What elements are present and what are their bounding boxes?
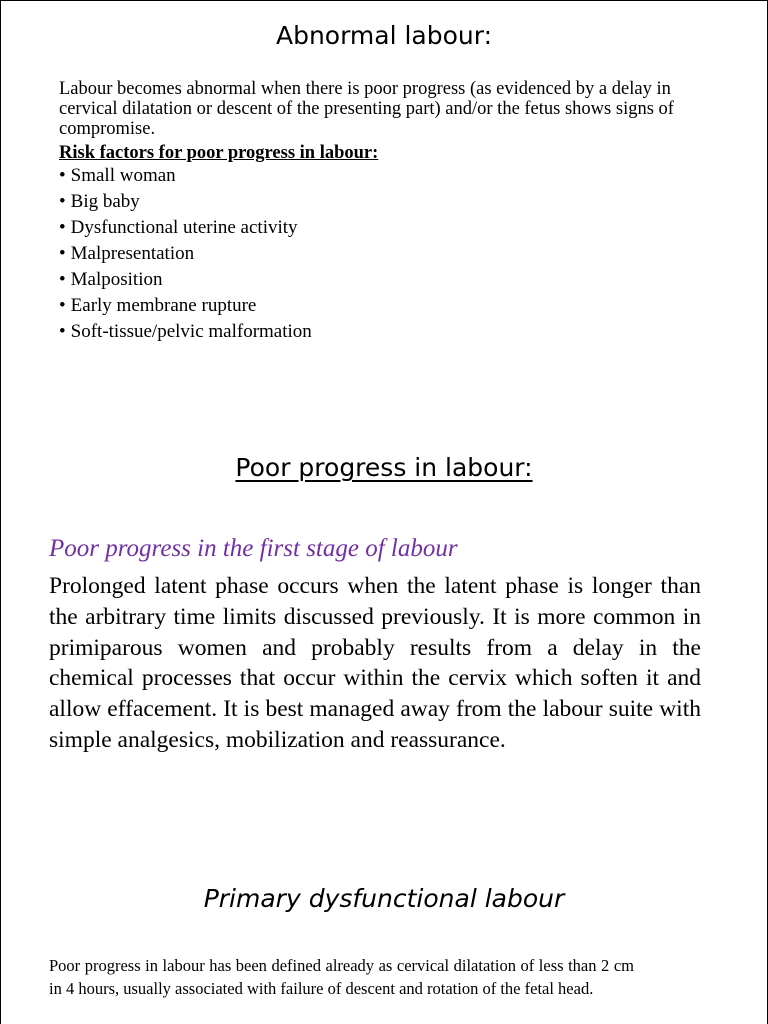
slide-abnormal-labour — [0, 0, 768, 434]
intro-paragraph: Labour becomes abnormal when there is poor progress (as evidenced by a delay in cervical dilatation or descent of the presenting part) and/or the fetus shows signs of compromise. — [59, 79, 674, 139]
list-item: • Big baby — [59, 189, 709, 215]
slide-title: Primary dysfunctional labour — [203, 884, 565, 913]
body-paragraph: Poor progress in labour has been defined already as cervical dilatation of less than 2 cm in 4 hours, usually associated with failure of descent and rotation of the fetal head. — [49, 956, 634, 998]
slide-title: Abnormal labour: — [275, 21, 493, 50]
list-item: • Malposition — [59, 267, 709, 293]
slide-poor-progress — [0, 433, 768, 867]
risk-factors-heading: Risk factors for poor progress in labour: — [59, 143, 379, 163]
list-item: • Dysfunctional uterine activity — [59, 215, 709, 241]
section-subheading: Poor progress in the first stage of labour — [49, 535, 458, 562]
slide-body — [59, 79, 709, 345]
slide-title-text: Poor progress in labour: — [235, 453, 533, 482]
list-item: • Soft-tissue/pelvic malformation — [59, 319, 709, 345]
risk-factors-list — [59, 163, 709, 345]
slide-primary-dysfunctional-labour — [0, 866, 768, 1024]
list-item: • Early membrane rupture — [59, 293, 709, 319]
list-item: • Small woman — [59, 163, 709, 189]
body-paragraph: Prolonged latent phase occurs when the latent phase is longer than the arbitrary time limits discussed previously. It is more common in primiparous women and probably results from a delay in the chemical processes that occur within the cervix which soften it and allow effacement. It is best managed away from the labour suite with simple analgesics, mobilization and reassurance. — [49, 573, 701, 753]
list-item: • Malpresentation — [59, 241, 709, 267]
slide-title — [1, 453, 767, 482]
